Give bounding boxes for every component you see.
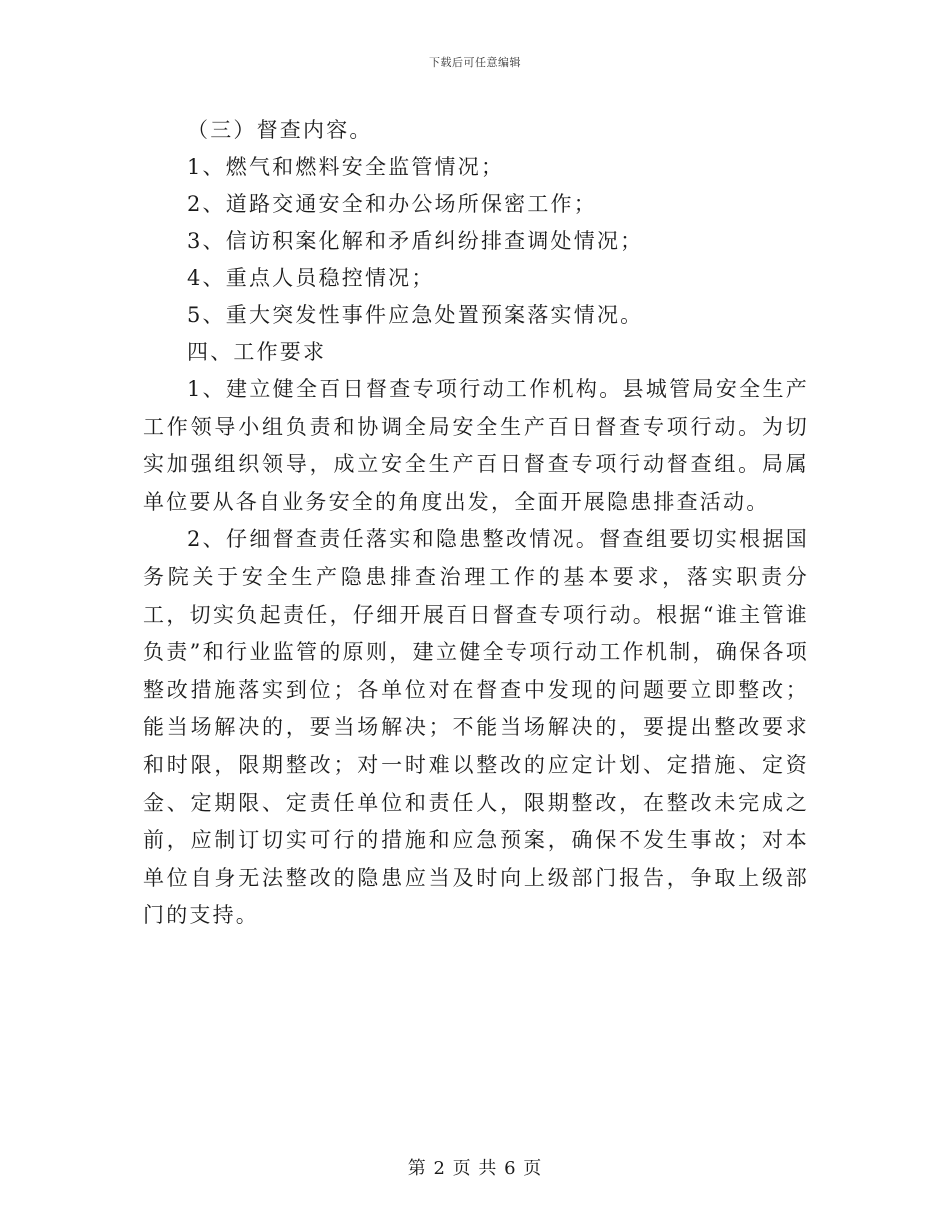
list-item: 2、道路交通安全和办公场所保密工作； [187, 192, 597, 216]
paragraph-1: 1、建立健全百日督查专项行动工作机构。县城管局安全生产工作领导小组负责和协调全局安全生产百日督查专项行动。为切实加强组织领导，成立安全生产百日督查专项行动督查组。局属单位要从各自业务安全的角度出发，全面开展隐患排查活动。 [143, 377, 809, 514]
list-item: 1、燃气和燃料安全监管情况； [187, 155, 505, 179]
list-item: 5、重大突发性事件应急处置预案落实情况。 [187, 303, 644, 327]
list-item: 4、重点人员稳控情况； [187, 266, 435, 290]
list-item: 3、信访积案化解和矛盾纠纷排查调处情况； [187, 229, 644, 253]
document-body [143, 112, 809, 935]
paragraph-2: 2、仔细督查责任落实和隐患整改情况。督查组要切实根据国务院关于安全生产隐患排查治理工作的基本要求，落实职责分工，切实负起责任，仔细开展百日督查专项行动。根据“谁主管谁负责”和行业监管的原则，建立健全专项行动工作机制，确保各项整改措施落实到位；各单位对在督查中发现的问题要立即整改；能当场解决的，要当场解决；不能当场解决的，要提出整改要求和时限，限期整改；对一时难以整改的应定计划、定措施、定资金、定期限、定责任单位和责任人，限期整改，在整改未完成之前，应制订切实可行的措施和应急预案，确保不发生事故；对本单位自身无法整改的隐患应当及时向上级部门报告，争取上级部门的支持。 [143, 527, 809, 928]
header-note: 下载后可任意编辑 [429, 56, 521, 69]
section-heading-work-requirements: 四、工作要求 [187, 340, 327, 364]
page-number: 第 2 页 共 6 页 [407, 1158, 543, 1179]
section-heading-inspection-content: （三）督查内容。 [187, 118, 373, 142]
